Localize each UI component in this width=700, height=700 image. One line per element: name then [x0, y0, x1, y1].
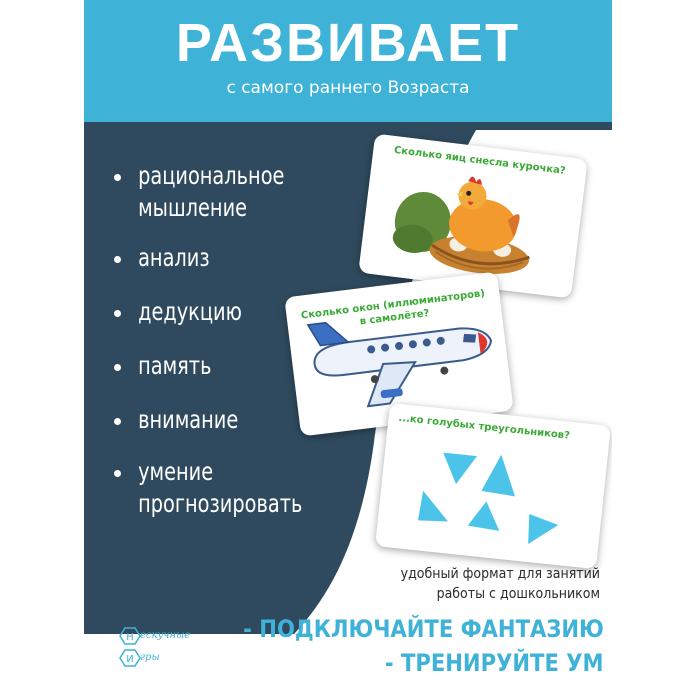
footer-note: удобный формат для занятий работы с дошкольником [400, 566, 600, 602]
slogan-mind: - ТРЕНИРУЙТЕ УМ [385, 649, 604, 677]
page-subtitle: с самого раннего Возраста [226, 78, 470, 98]
card-question: Сколько яиц снесла курочка? [393, 144, 567, 177]
skill-item [114, 404, 259, 436]
logo-letter: И [126, 654, 134, 665]
skill-label: рациональное мышление [138, 161, 285, 222]
skill-label: дедукцию [138, 297, 242, 326]
skill-item [114, 242, 225, 274]
logo-letter: Н [126, 632, 134, 643]
card-triangles [375, 403, 611, 569]
skill-item [114, 456, 333, 520]
card-question: Сколько окон (иллюминаторов) в самолёте? [300, 288, 486, 328]
skill-label: умение прогнозировать [138, 457, 303, 518]
header [84, 0, 612, 122]
skill-item [114, 296, 263, 328]
skill-label: анализ [138, 243, 210, 272]
skill-label: внимание [138, 405, 239, 434]
logo-word: ескучные [140, 630, 191, 641]
page-title: РАЗВИВАЕТ [175, 13, 521, 73]
skill-item [114, 350, 227, 382]
skill-item [114, 160, 312, 224]
card-question: ...ко голубых треугольников? [397, 412, 571, 442]
content-panel [84, 122, 612, 634]
slogan-fantasy: - ПОДКЛЮЧАЙТЕ ФАНТАЗИЮ [243, 615, 604, 643]
skill-label: память [138, 351, 212, 380]
brand-logo [112, 626, 222, 670]
logo-word: гры [140, 652, 160, 663]
